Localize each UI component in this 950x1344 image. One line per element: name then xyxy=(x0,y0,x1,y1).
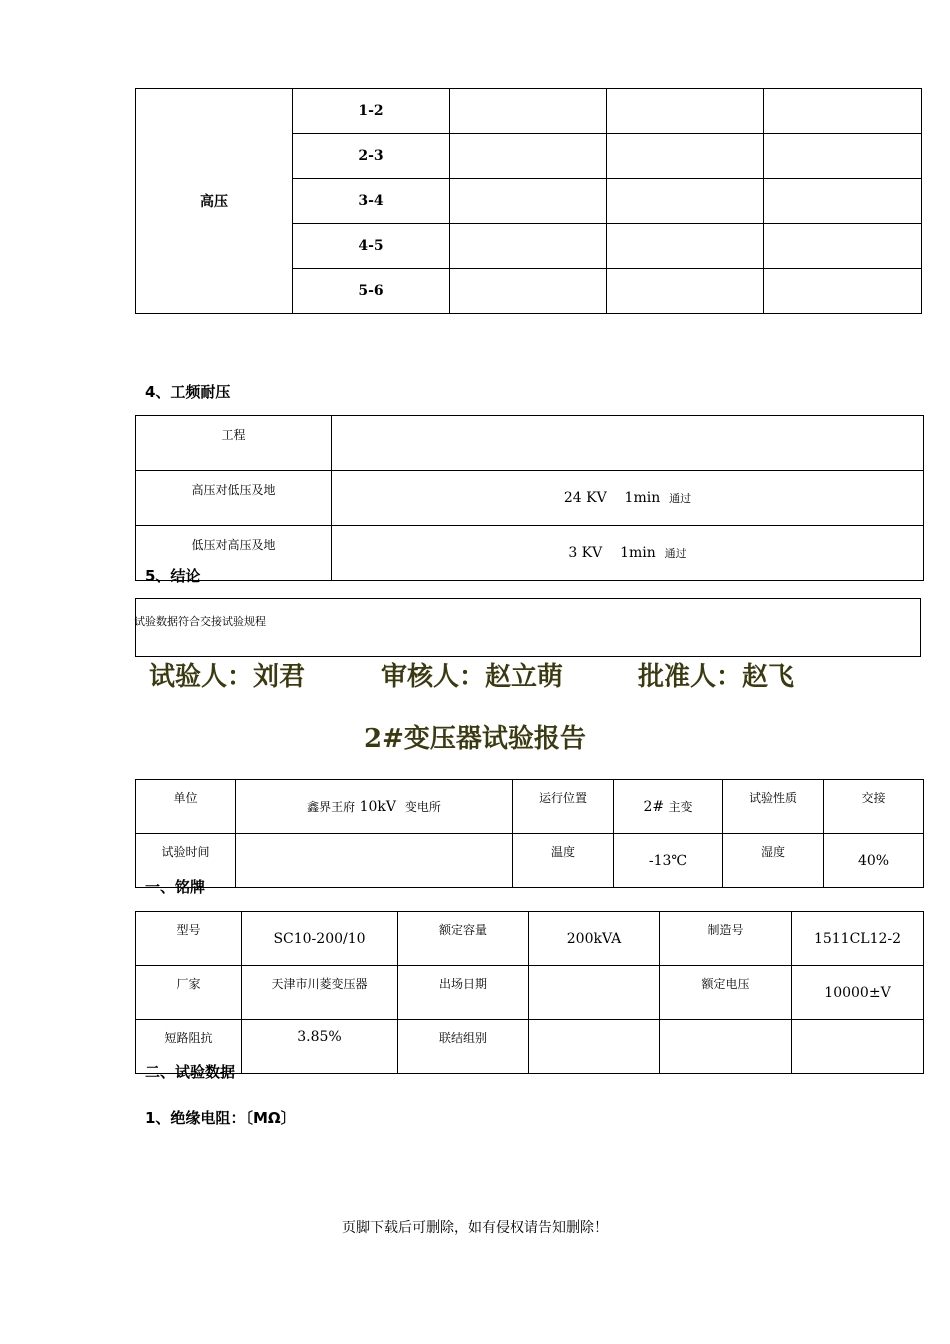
capacity-value: 200kVA xyxy=(566,930,622,947)
tap-label-cell xyxy=(293,89,450,134)
voltage-label: 额定电压 xyxy=(701,977,750,991)
model-value-cell xyxy=(242,912,398,966)
data-cell xyxy=(607,269,764,314)
model-value: SC10-200/10 xyxy=(273,930,366,947)
reviewer: 审核人：赵立萌 xyxy=(381,662,564,692)
signers-line xyxy=(149,656,794,693)
serial-label: 制造号 xyxy=(707,923,744,937)
result-value: 通过 xyxy=(664,547,687,560)
data-cell xyxy=(607,224,764,269)
tap-label: 2-3 xyxy=(358,148,384,164)
result-value: 通过 xyxy=(669,492,692,505)
group-label-cell xyxy=(136,89,293,314)
nature-value-cell xyxy=(824,780,924,834)
impedance-label: 短路阻抗 xyxy=(164,1031,213,1045)
data-cell xyxy=(607,179,764,224)
impedance-value: 3.85% xyxy=(297,1029,342,1045)
voltage-label-cell xyxy=(660,966,792,1020)
time-value-cell xyxy=(236,834,513,888)
tap-label: 3-4 xyxy=(358,193,384,209)
serial-value-cell xyxy=(792,912,924,966)
position-label-cell xyxy=(513,780,614,834)
header-value-cell xyxy=(332,416,924,471)
data-cell xyxy=(450,179,607,224)
page-footer: 页脚下载后可删除，如有侵权请告知删除！ xyxy=(342,1220,608,1236)
empty-cell xyxy=(792,1020,924,1074)
tap-label-cell xyxy=(293,269,450,314)
unit-label-cell xyxy=(136,780,236,834)
tap-label: 1-2 xyxy=(358,103,384,119)
duration-value: 1min xyxy=(620,545,656,561)
unit-value-cell xyxy=(236,780,513,834)
row-label: 低压对高压及地 xyxy=(191,538,276,552)
humidity-value-cell xyxy=(824,834,924,888)
voltage-value: 24 KV xyxy=(563,490,607,506)
time-label: 试验时间 xyxy=(161,845,210,859)
model-label-cell xyxy=(136,912,242,966)
tap-label-cell xyxy=(293,134,450,179)
data-cell xyxy=(607,89,764,134)
voltage-value-cell xyxy=(792,966,924,1020)
connection-label-cell xyxy=(398,1020,529,1074)
humidity-value: 40% xyxy=(857,852,890,869)
row-label-cell xyxy=(136,471,332,526)
row-value-cell xyxy=(332,471,924,526)
unit-value-prefix: 鑫界王府 xyxy=(307,800,356,814)
approver: 批准人：赵飞 xyxy=(638,662,795,692)
test-data-heading: 二、试验数据 xyxy=(145,1063,236,1081)
row-label: 高压对低压及地 xyxy=(191,483,276,497)
data-cell xyxy=(764,224,922,269)
nameplate-table xyxy=(135,911,924,1074)
maker-value: 天津市川菱变压器 xyxy=(271,977,368,991)
unit-label: 单位 xyxy=(173,791,198,805)
data-cell xyxy=(450,134,607,179)
humidity-label: 湿度 xyxy=(760,845,785,859)
winding-resistance-table xyxy=(135,88,922,314)
position-value-cell xyxy=(614,780,723,834)
group-label: 高压 xyxy=(200,194,228,210)
data-cell xyxy=(764,179,922,224)
connection-value-cell xyxy=(529,1020,660,1074)
capacity-label: 额定容量 xyxy=(438,923,487,937)
data-cell xyxy=(764,269,922,314)
position-value-text: 主变 xyxy=(668,800,693,814)
voltage-value: 10000±V xyxy=(824,984,891,1001)
position-label: 运行位置 xyxy=(538,791,587,805)
data-cell xyxy=(764,89,922,134)
empty-cell xyxy=(660,1020,792,1074)
test-info-table xyxy=(135,779,924,888)
conclusion-text: 试验数据符合交接试验规程 xyxy=(134,615,266,628)
capacity-value-cell xyxy=(529,912,660,966)
tap-label-cell xyxy=(293,224,450,269)
unit-value-suffix: 变电所 xyxy=(404,800,441,814)
date-value-cell xyxy=(529,966,660,1020)
position-value-num: 2# xyxy=(643,799,665,815)
header-label-cell xyxy=(136,416,332,471)
temp-value: -13℃ xyxy=(648,852,688,869)
maker-label: 厂家 xyxy=(176,977,201,991)
nature-label-cell xyxy=(723,780,824,834)
unit-value-voltage: 10kV xyxy=(359,799,396,815)
humidity-label-cell xyxy=(723,834,824,888)
data-cell xyxy=(607,134,764,179)
impedance-value-cell xyxy=(242,1020,398,1074)
capacity-label-cell xyxy=(398,912,529,966)
serial-label-cell xyxy=(660,912,792,966)
tap-label-cell xyxy=(293,179,450,224)
insulation-resistance-heading: 1、绝缘电阻：〔MΩ〕 xyxy=(145,1109,296,1127)
tap-label: 5-6 xyxy=(358,283,384,299)
date-label: 出场日期 xyxy=(438,977,487,991)
data-cell xyxy=(450,269,607,314)
duration-value: 1min xyxy=(624,490,661,506)
date-label-cell xyxy=(398,966,529,1020)
data-cell xyxy=(450,224,607,269)
temp-value-cell xyxy=(614,834,723,888)
maker-label-cell xyxy=(136,966,242,1020)
header-label: 工程 xyxy=(221,428,246,442)
withstand-voltage-table xyxy=(135,415,924,581)
row-value-cell xyxy=(332,526,924,581)
temp-label-cell xyxy=(513,834,614,888)
data-cell xyxy=(450,89,607,134)
nameplate-heading: 一、铭牌 xyxy=(145,878,206,896)
tester: 试验人：刘君 xyxy=(149,662,306,692)
tap-label: 4-5 xyxy=(358,238,384,254)
report-title: 2#变压器试验报告 xyxy=(364,724,586,754)
serial-value: 1511CL12-2 xyxy=(813,930,902,947)
nature-value: 交接 xyxy=(861,791,886,805)
conclusion-box xyxy=(135,598,921,657)
maker-value-cell xyxy=(242,966,398,1020)
nature-label: 试验性质 xyxy=(748,791,797,805)
data-cell xyxy=(764,134,922,179)
temp-label: 温度 xyxy=(550,845,575,859)
section4-heading: 4、工频耐压 xyxy=(145,383,231,401)
voltage-value: 3 KV xyxy=(568,545,603,561)
connection-label: 联结组别 xyxy=(438,1031,487,1045)
section5-heading: 5、结论 xyxy=(145,567,201,585)
model-label: 型号 xyxy=(176,923,201,937)
